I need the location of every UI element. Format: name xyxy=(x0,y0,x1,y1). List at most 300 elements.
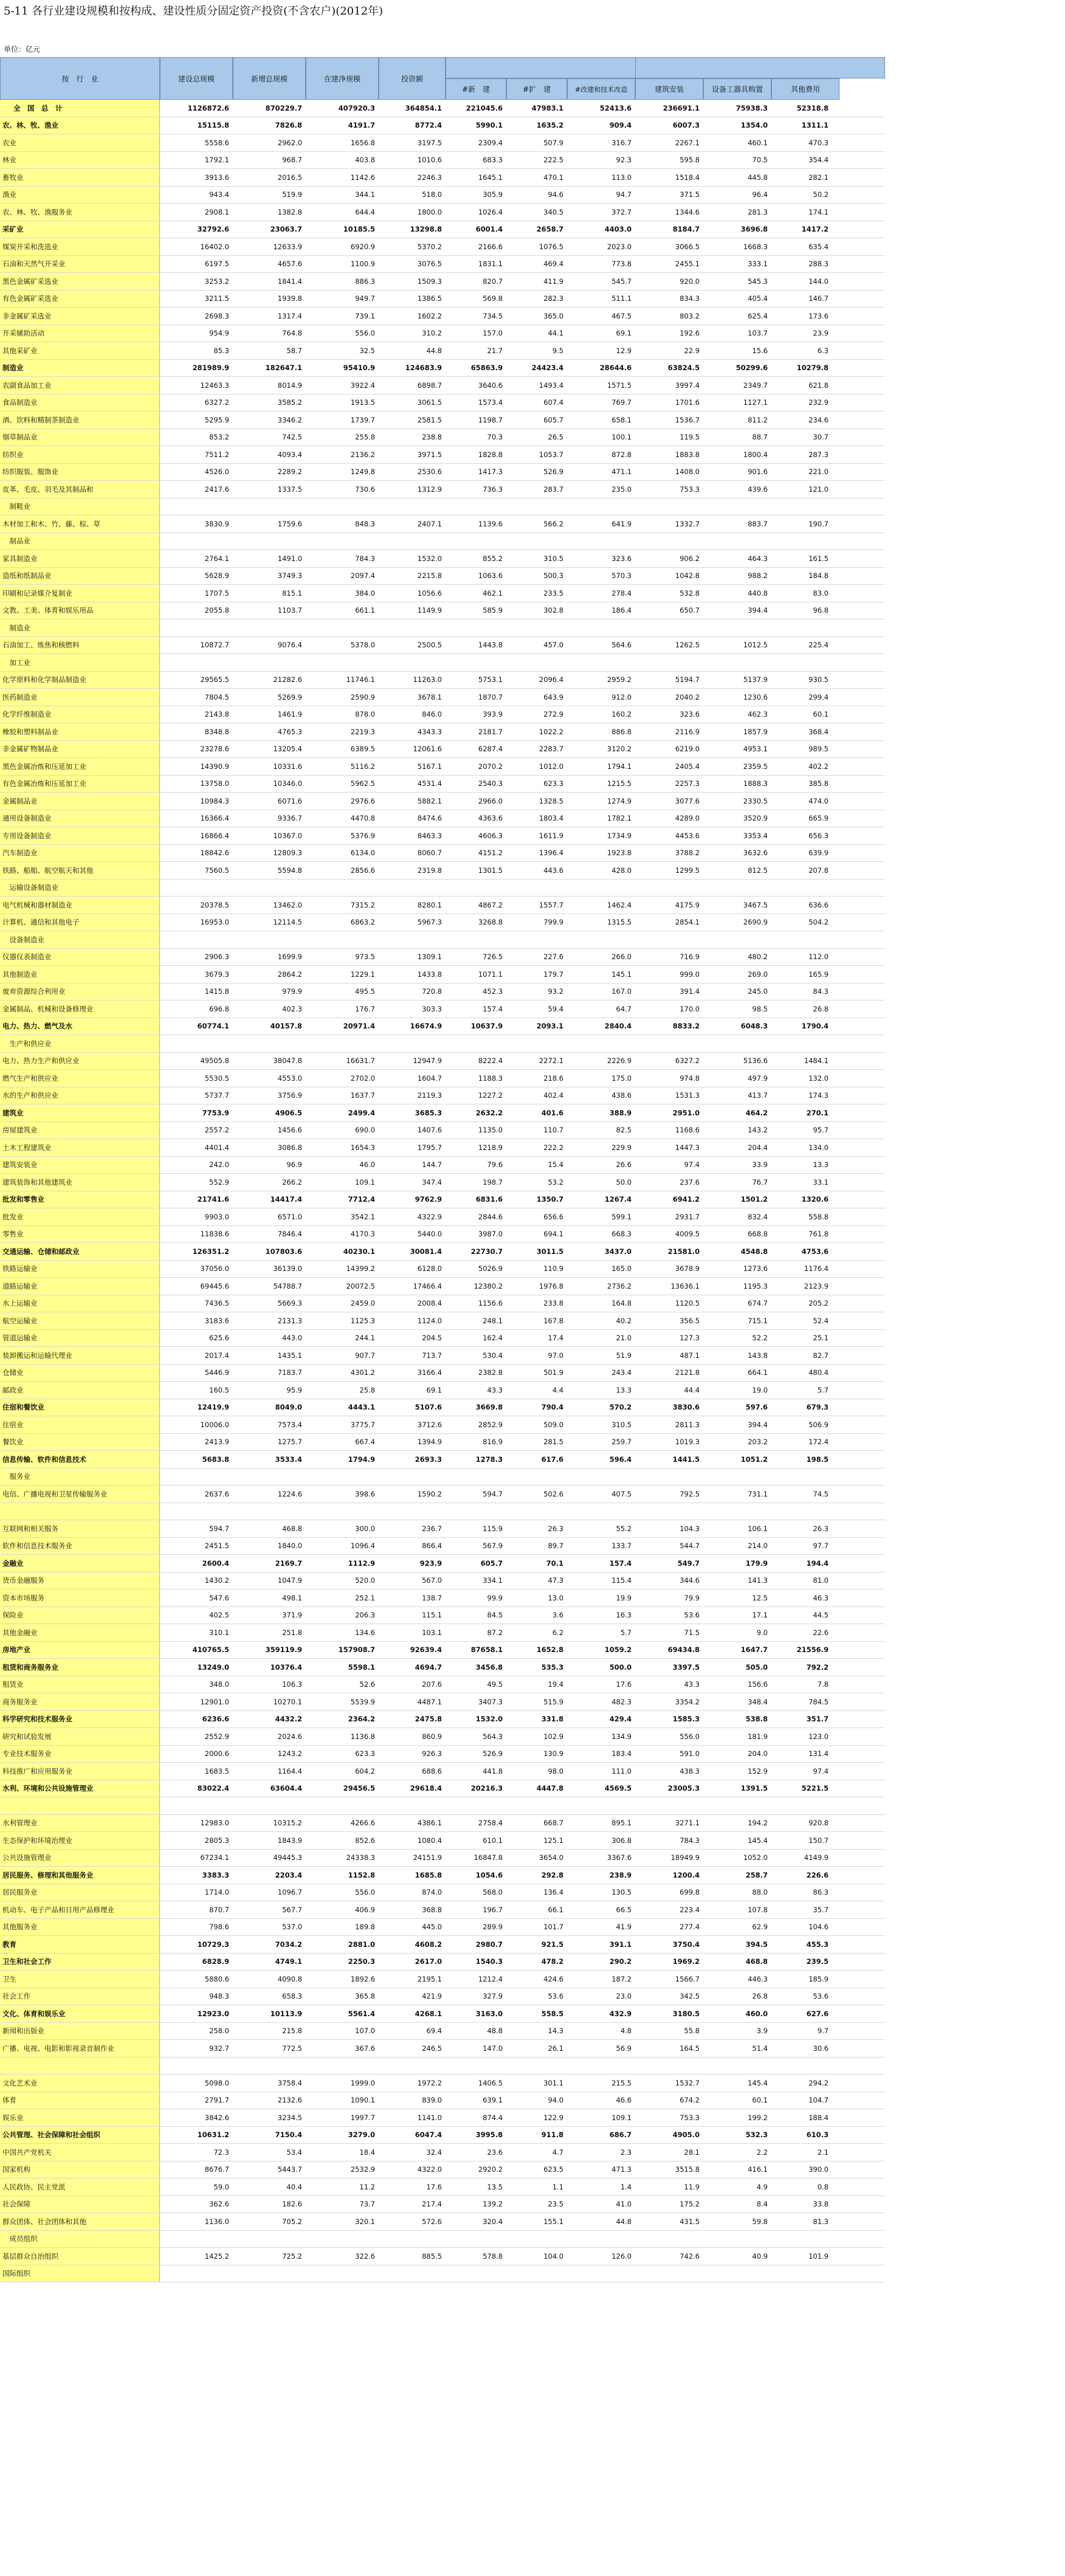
row-value: 46.0 xyxy=(359,1160,375,1169)
row-value: 1120.5 xyxy=(675,1299,700,1308)
row-industry-name: 国际组织 xyxy=(0,2265,160,2282)
row-value: 394.5 xyxy=(745,1940,768,1949)
row-value: 21.7 xyxy=(487,346,503,355)
row-value: 4606.3 xyxy=(478,831,503,840)
row-value: 3542.1 xyxy=(350,1212,375,1221)
row-value: 4443.1 xyxy=(348,1403,375,1412)
row-value xyxy=(160,1469,233,1486)
row-value xyxy=(160,498,233,515)
row-value: 446.3 xyxy=(748,1974,768,1983)
row-industry-name: 制造业 xyxy=(0,360,160,377)
row-industry-name: 货币金融服务 xyxy=(0,1572,160,1589)
row-value: 70.5 xyxy=(752,156,768,165)
row-value: 186.4 xyxy=(612,606,632,615)
table-row xyxy=(0,2161,885,2179)
row-value: 33.9 xyxy=(752,1160,768,1169)
row-value xyxy=(771,880,832,897)
row-value: 10376.4 xyxy=(270,1662,302,1672)
row-value: 207.6 xyxy=(422,1680,442,1689)
row-value: 138.7 xyxy=(422,1593,442,1602)
row-value: 107.8 xyxy=(748,1905,768,1914)
table-row xyxy=(0,880,885,897)
row-value: 143.2 xyxy=(748,1126,768,1135)
row-value: 6236.6 xyxy=(202,1715,229,1724)
header-total-scale: 建设总规模 xyxy=(160,57,233,100)
table-row xyxy=(0,533,885,551)
row-value: 906.2 xyxy=(680,554,700,563)
row-value: 2097.4 xyxy=(350,571,375,580)
row-value: 1795.7 xyxy=(417,1143,442,1152)
table-row xyxy=(0,2231,885,2248)
row-value: 185.9 xyxy=(808,1974,829,1983)
row-value: 4694.7 xyxy=(415,1662,442,1672)
row-value: 74.5 xyxy=(813,1489,829,1498)
row-value: 133.7 xyxy=(612,1541,632,1551)
row-value: 607.4 xyxy=(543,398,564,407)
row-value: 2283.7 xyxy=(539,745,564,754)
row-value: 2764.1 xyxy=(204,554,229,563)
row-value: 658.1 xyxy=(612,415,632,424)
row-value: 281.3 xyxy=(748,207,768,216)
row-value: 25.1 xyxy=(813,1334,829,1343)
row-value: 4569.5 xyxy=(604,1784,632,1793)
row-value: 2852.9 xyxy=(478,1420,503,1429)
row-value: 421.9 xyxy=(422,1992,442,2001)
row-value: 52.6 xyxy=(359,1680,375,1689)
table-row xyxy=(0,1797,885,1815)
header-new-scale: 新增总规模 xyxy=(233,57,306,100)
table-row xyxy=(0,498,885,516)
row-value: 41.9 xyxy=(616,1923,632,1932)
row-value: 1668.3 xyxy=(743,242,768,251)
row-value: 2000.6 xyxy=(204,1749,229,1758)
table-row xyxy=(0,1746,885,1763)
row-value: 556.0 xyxy=(355,329,375,338)
row-value: 4268.1 xyxy=(415,2009,442,2018)
row-value: 2136.2 xyxy=(350,450,375,459)
row-value xyxy=(446,533,506,550)
row-value xyxy=(379,498,446,515)
row-value: 235.0 xyxy=(612,484,632,494)
row-value: 3.9 xyxy=(756,2027,768,2036)
row-value: 3180.5 xyxy=(672,2009,700,2018)
row-value: 688.6 xyxy=(422,1766,442,1775)
row-value: 93.2 xyxy=(548,987,564,996)
table-row xyxy=(0,1399,885,1417)
row-value: 1142.6 xyxy=(350,173,375,182)
table-row xyxy=(0,152,885,170)
row-value xyxy=(233,619,306,636)
row-value: 12947.9 xyxy=(413,1056,442,1066)
row-value xyxy=(446,2231,506,2248)
row-value: 623.3 xyxy=(543,779,564,788)
row-value: 878.0 xyxy=(355,710,375,719)
row-value: 3678.1 xyxy=(417,692,442,701)
row-value: 322.6 xyxy=(355,2251,375,2261)
row-value: 48.8 xyxy=(487,2027,503,2036)
row-value: 623.5 xyxy=(543,2165,564,2174)
row-value: 194.4 xyxy=(806,1558,829,1568)
row-value: 1759.6 xyxy=(277,519,302,528)
row-value: 32792.6 xyxy=(197,225,229,234)
row-value xyxy=(506,1503,567,1520)
row-industry-name: 其他金融业 xyxy=(0,1624,160,1641)
row-value: 79.9 xyxy=(684,1593,700,1602)
table-row xyxy=(0,256,885,274)
row-value: 2962.0 xyxy=(277,138,302,147)
row-industry-name: 化学原料和化学制品制造业 xyxy=(0,672,160,689)
row-value: 96.8 xyxy=(813,606,829,615)
row-value: 909.4 xyxy=(609,121,632,130)
row-value: 19.0 xyxy=(752,1385,768,1394)
row-value: 1.1 xyxy=(552,2182,564,2191)
row-industry-name: 文化艺术业 xyxy=(0,2075,160,2092)
row-value: 4401.4 xyxy=(204,1143,229,1152)
row-value: 8676.7 xyxy=(204,2165,229,2174)
row-value xyxy=(771,1469,832,1486)
row-value: 713.7 xyxy=(422,1351,442,1360)
row-value: 97.7 xyxy=(813,1541,829,1551)
row-industry-name: 石油加工、炼焦和核燃料 xyxy=(0,637,160,654)
row-value: 2658.7 xyxy=(536,225,564,234)
row-value: 6831.6 xyxy=(475,1195,503,1204)
row-value xyxy=(160,533,233,550)
row-value xyxy=(771,533,832,550)
table-row xyxy=(0,550,885,568)
row-value xyxy=(160,1797,233,1814)
row-value: 124683.9 xyxy=(405,363,442,373)
row-value xyxy=(160,654,233,671)
row-value: 6828.9 xyxy=(202,1957,229,1966)
row-value: 605.7 xyxy=(543,415,564,424)
row-value: 144.7 xyxy=(422,1160,442,1169)
row-value: 29618.4 xyxy=(410,1784,442,1793)
row-industry-name: 家具制造业 xyxy=(0,550,160,567)
row-value: 572.6 xyxy=(422,2217,442,2226)
row-value: 1461.9 xyxy=(277,710,302,719)
row-value: 4175.9 xyxy=(675,900,700,909)
row-value: 696.8 xyxy=(209,1004,229,1013)
row-value: 1096.4 xyxy=(350,1541,375,1551)
row-industry-name: 航空运输业 xyxy=(0,1312,160,1329)
row-value: 95.9 xyxy=(286,1385,302,1394)
row-value: 734.5 xyxy=(483,311,503,320)
row-value: 3407.3 xyxy=(478,1697,503,1706)
table-row xyxy=(0,2178,885,2196)
header-rebuild: #改建和技术改造 xyxy=(567,78,635,100)
row-value: 217.4 xyxy=(422,2200,442,2209)
row-value: 342.5 xyxy=(680,1992,700,2001)
row-value: 4608.2 xyxy=(415,1940,442,1949)
row-value: 1212.4 xyxy=(478,1974,503,1983)
row-industry-name: 国家机构 xyxy=(0,2161,160,2178)
table-row xyxy=(0,429,885,447)
row-value: 30.7 xyxy=(813,433,829,442)
row-value: 3913.6 xyxy=(204,173,229,182)
row-industry-name: 保险业 xyxy=(0,1607,160,1624)
row-value: 495.5 xyxy=(355,987,375,996)
row-value: 223.4 xyxy=(680,1905,700,1914)
table-row xyxy=(0,914,885,932)
row-value: 143.8 xyxy=(748,1351,768,1360)
row-value: 1976.8 xyxy=(539,1281,564,1290)
row-value: 0.8 xyxy=(817,2182,829,2191)
row-value: 815.1 xyxy=(282,588,302,598)
row-value: 907.7 xyxy=(355,1351,375,1360)
row-value: 236691.1 xyxy=(663,103,700,112)
row-value: 1152.8 xyxy=(348,1870,375,1879)
row-value: 954.9 xyxy=(209,329,229,338)
row-value xyxy=(446,1469,506,1486)
row-industry-name: 纺织业 xyxy=(0,446,160,463)
row-value: 95410.9 xyxy=(343,363,375,373)
row-value: 97.0 xyxy=(548,1351,564,1360)
row-value xyxy=(306,533,379,550)
row-value: 175.0 xyxy=(612,1073,632,1083)
row-value: 66.5 xyxy=(616,1905,632,1914)
row-value: 130.9 xyxy=(543,1749,564,1758)
row-industry-name: 运输设备制造业 xyxy=(0,880,160,897)
row-value: 232.9 xyxy=(808,398,829,407)
row-value: 1054.6 xyxy=(475,1870,503,1879)
row-value: 4191.7 xyxy=(348,121,375,130)
row-value xyxy=(446,880,506,897)
row-value: 474.0 xyxy=(808,796,829,805)
row-value: 203.2 xyxy=(748,1438,768,1447)
row-value: 686.7 xyxy=(609,2130,632,2140)
row-value: 1311.1 xyxy=(801,121,829,130)
table-row xyxy=(0,1087,885,1105)
row-value: 281.5 xyxy=(543,1438,564,1447)
row-value: 258.7 xyxy=(745,1870,768,1879)
row-value: 1215.5 xyxy=(607,779,632,788)
table-row xyxy=(0,291,885,308)
row-value xyxy=(703,654,771,671)
row-value: 784.5 xyxy=(808,1697,829,1706)
row-value xyxy=(306,2231,379,2248)
row-value: 885.5 xyxy=(422,2251,442,2261)
row-value: 471.3 xyxy=(612,2165,632,2174)
row-value: 12923.0 xyxy=(197,2009,229,2018)
header-group-composition xyxy=(635,57,885,78)
table-row xyxy=(0,2248,885,2265)
row-value: 1501.2 xyxy=(740,1195,768,1204)
row-value: 567.7 xyxy=(282,1905,302,1914)
row-industry-name: 印刷和记录媒介复制业 xyxy=(0,585,160,602)
row-value: 895.1 xyxy=(612,1819,632,1828)
row-industry-name: 体育 xyxy=(0,2092,160,2109)
row-value: 20072.5 xyxy=(346,1281,375,1290)
row-value: 3632.6 xyxy=(743,849,768,858)
row-value xyxy=(233,1503,306,1520)
row-value: 2931.7 xyxy=(675,1212,700,1221)
row-value: 5136.6 xyxy=(743,1056,768,1066)
row-value: 144.0 xyxy=(808,277,829,286)
row-value: 15115.8 xyxy=(197,121,229,130)
row-value xyxy=(703,1469,771,1486)
row-value: 145.1 xyxy=(612,969,632,979)
row-value: 6134.0 xyxy=(350,849,375,858)
row-value: 6197.5 xyxy=(204,260,229,269)
row-value: 28.1 xyxy=(684,2147,700,2157)
row-value: 402.3 xyxy=(282,1004,302,1013)
row-value: 2319.8 xyxy=(417,866,442,875)
row-value: 97.4 xyxy=(684,1160,700,1169)
row-value: 372.7 xyxy=(612,207,632,216)
row-value: 5378.0 xyxy=(350,641,375,650)
row-value: 1685.8 xyxy=(415,1870,442,1879)
row-industry-name: 水利、环境和公共设施管理业 xyxy=(0,1780,160,1797)
row-value: 403.8 xyxy=(355,156,375,165)
row-value: 4322.9 xyxy=(417,1212,442,1221)
row-value: 402.2 xyxy=(808,762,829,771)
row-value: 52.4 xyxy=(813,1316,829,1325)
row-value: 3712.6 xyxy=(417,1420,442,1429)
row-value: 1188.3 xyxy=(478,1073,503,1083)
row-value: 6047.4 xyxy=(415,2130,442,2140)
row-value: 439.6 xyxy=(748,484,768,494)
row-value: 1136.8 xyxy=(350,1732,375,1741)
row-value xyxy=(771,654,832,671)
row-value: 2407.1 xyxy=(417,519,442,528)
row-value: 4487.1 xyxy=(417,1697,442,1706)
row-value: 388.9 xyxy=(609,1108,632,1117)
row-value: 591.0 xyxy=(680,1749,700,1758)
row-industry-name: 仪器仪表制造业 xyxy=(0,949,160,966)
row-value: 60.1 xyxy=(752,2096,768,2105)
row-industry-name: 批发业 xyxy=(0,1208,160,1225)
row-industry-name: 农副食品加工业 xyxy=(0,377,160,394)
row-value: 1309.1 xyxy=(417,952,442,962)
row-value: 119.5 xyxy=(680,433,700,442)
row-value: 668.7 xyxy=(543,1819,564,1828)
row-value: 509.0 xyxy=(543,1420,564,1429)
row-value: 4526.0 xyxy=(204,467,229,477)
row-value: 866.4 xyxy=(422,1541,442,1551)
row-value: 9.0 xyxy=(756,1628,768,1637)
row-value: 1635.2 xyxy=(536,121,564,130)
table-row xyxy=(0,2127,885,2144)
row-value: 402.4 xyxy=(543,1091,564,1100)
row-value: 83.0 xyxy=(813,588,829,598)
table-header xyxy=(0,57,885,100)
row-value xyxy=(506,2058,567,2075)
row-value: 126351.2 xyxy=(192,1247,229,1256)
row-value: 398.6 xyxy=(355,1489,375,1498)
row-value: 2966.0 xyxy=(478,796,503,805)
row-value: 3279.0 xyxy=(348,2130,375,2140)
row-value: 1149.9 xyxy=(417,606,442,615)
table-row xyxy=(0,2213,885,2231)
row-value: 19.9 xyxy=(616,1593,632,1602)
header-investment: 投资额 xyxy=(379,57,446,100)
row-value: 115.1 xyxy=(422,1611,442,1620)
row-value: 1493.4 xyxy=(539,381,564,390)
table-row xyxy=(0,187,885,204)
row-value xyxy=(635,931,703,948)
row-value: 1792.1 xyxy=(204,156,229,165)
row-value: 2736.2 xyxy=(607,1281,632,1290)
unit-label: 单位：亿元 xyxy=(4,45,41,53)
row-value: 53.2 xyxy=(548,1177,564,1186)
row-industry-name: 教育 xyxy=(0,1936,160,1953)
row-value: 3120.2 xyxy=(607,745,632,754)
row-value: 2023.0 xyxy=(607,242,632,251)
row-value: 103.7 xyxy=(748,329,768,338)
row-value: 60774.1 xyxy=(197,1022,229,1031)
row-value: 259.7 xyxy=(612,1438,632,1447)
row-value: 570.3 xyxy=(612,571,632,580)
row-value: 4.4 xyxy=(552,1385,564,1394)
row-value xyxy=(446,931,506,948)
row-value: 122.9 xyxy=(543,2113,564,2122)
row-value: 3467.5 xyxy=(743,900,768,909)
row-value: 690.0 xyxy=(355,1126,375,1135)
table-row xyxy=(0,983,885,1001)
row-value xyxy=(379,654,446,671)
row-industry-name: 煤炭开采和洗选业 xyxy=(0,238,160,255)
row-value: 487.1 xyxy=(680,1351,700,1360)
row-value: 520.0 xyxy=(355,1576,375,1585)
row-value: 95.7 xyxy=(813,1126,829,1135)
row-industry-name: 废弃资源综合利用业 xyxy=(0,983,160,1000)
row-value: 5440.0 xyxy=(417,1230,442,1239)
table-row xyxy=(0,966,885,983)
row-value: 526.9 xyxy=(543,467,564,477)
row-value: 4090.8 xyxy=(277,1974,302,1983)
row-value: 251.8 xyxy=(282,1628,302,1637)
table-row xyxy=(0,238,885,256)
row-value: 4953.1 xyxy=(743,745,768,754)
row-value: 76.7 xyxy=(752,1177,768,1186)
table-row xyxy=(0,1035,885,1053)
row-value: 331.8 xyxy=(541,1715,564,1724)
row-value: 9.7 xyxy=(817,2027,829,2036)
row-industry-name: 科技推广和应用服务业 xyxy=(0,1763,160,1780)
row-value: 730.6 xyxy=(355,484,375,494)
table-row xyxy=(0,515,885,533)
row-value: 3234.5 xyxy=(277,2113,302,2122)
row-industry-name: 水的生产和供应业 xyxy=(0,1087,160,1104)
row-value xyxy=(233,2265,306,2282)
row-industry-name: 全 国 总 计 xyxy=(0,100,160,117)
row-value xyxy=(160,2231,233,2248)
row-value: 115.4 xyxy=(612,1576,632,1585)
row-value: 467.5 xyxy=(612,311,632,320)
row-value: 238.9 xyxy=(609,1870,632,1879)
row-value: 1350.7 xyxy=(536,1195,564,1204)
row-value: 1714.0 xyxy=(204,1888,229,1897)
row-value: 187.2 xyxy=(612,1974,632,1983)
row-value: 157.4 xyxy=(483,1004,503,1013)
table-row xyxy=(0,2023,885,2040)
row-value: 63824.5 xyxy=(667,363,700,373)
row-value: 233.5 xyxy=(543,588,564,598)
row-value: 497.9 xyxy=(748,1073,768,1083)
row-value: 282.3 xyxy=(543,294,564,303)
row-value: 644.4 xyxy=(355,207,375,216)
row-industry-name: 其他服务业 xyxy=(0,1919,160,1936)
row-value: 1841.4 xyxy=(277,277,302,286)
row-value: 4553.0 xyxy=(277,1073,302,1083)
row-value: 4749.1 xyxy=(275,1957,302,1966)
row-value xyxy=(635,1797,703,1814)
row-value: 4363.6 xyxy=(478,814,503,823)
row-value: 26.3 xyxy=(548,1524,564,1533)
row-value: 558.8 xyxy=(808,1212,829,1221)
row-value: 2257.3 xyxy=(675,779,700,788)
row-value: 407920.3 xyxy=(338,103,375,112)
